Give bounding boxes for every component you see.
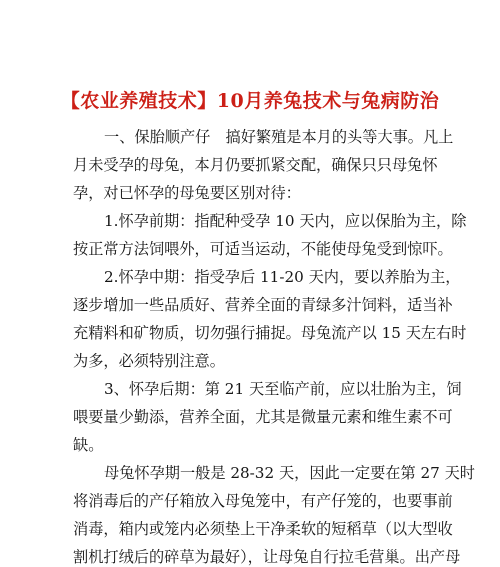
text-line: 按正常方法饲喂外，可适当运动，不能使母兔受到惊吓。 [73,240,453,258]
text-line: 缺。 [73,436,104,454]
text-line: 月未受孕的母兔，本月仍要抓紧交配，确保只只母兔怀 [73,156,438,174]
text-line: 2.怀孕中期：指受孕后 11-20 天内，要以养胎为主， [104,268,461,286]
text-line: 孕，对已怀孕的母兔要区别对待： [73,184,301,202]
text-line: 喂要量少勤添，营养全面，尤其是微量元素和维生素不可 [73,408,453,426]
text-line: 1.怀孕前期：指配种受孕 10 天内，应以保胎为主，除 [104,212,467,230]
text-line: 逐步增加一些品质好、营养全面的青绿多汁饲料，适当补 [73,296,453,314]
text-line: 消毒，箱内或笼内必须垫上干净柔软的短稻草（以大型收 [73,520,453,538]
text-line: 一、保胎顺产仔 搞好繁殖是本月的头等大事。凡上 [104,128,454,146]
text-line: 为多，必须特别注意。 [73,352,225,370]
text-line: 3、怀孕后期：第 21 天至临产前，应以壮胎为主，饲 [104,380,462,398]
text-line: 充精料和矿物质，切勿强行捕捉。母兔流产以 15 天左右时 [73,324,467,342]
document-title: 【农业养殖技术】10月养兔技术与兔病防治 [60,90,440,112]
text-line: 割机打绒后的碎草为最好），让母兔自行拉毛营巢。出产母 [73,548,461,566]
text-line: 将消毒后的产仔箱放入母兔笼中，有产仔笼的，也要事前 [73,492,453,510]
text-line: 母兔怀孕期一般是 28-32 天，因此一定要在第 27 天时 [104,464,475,482]
